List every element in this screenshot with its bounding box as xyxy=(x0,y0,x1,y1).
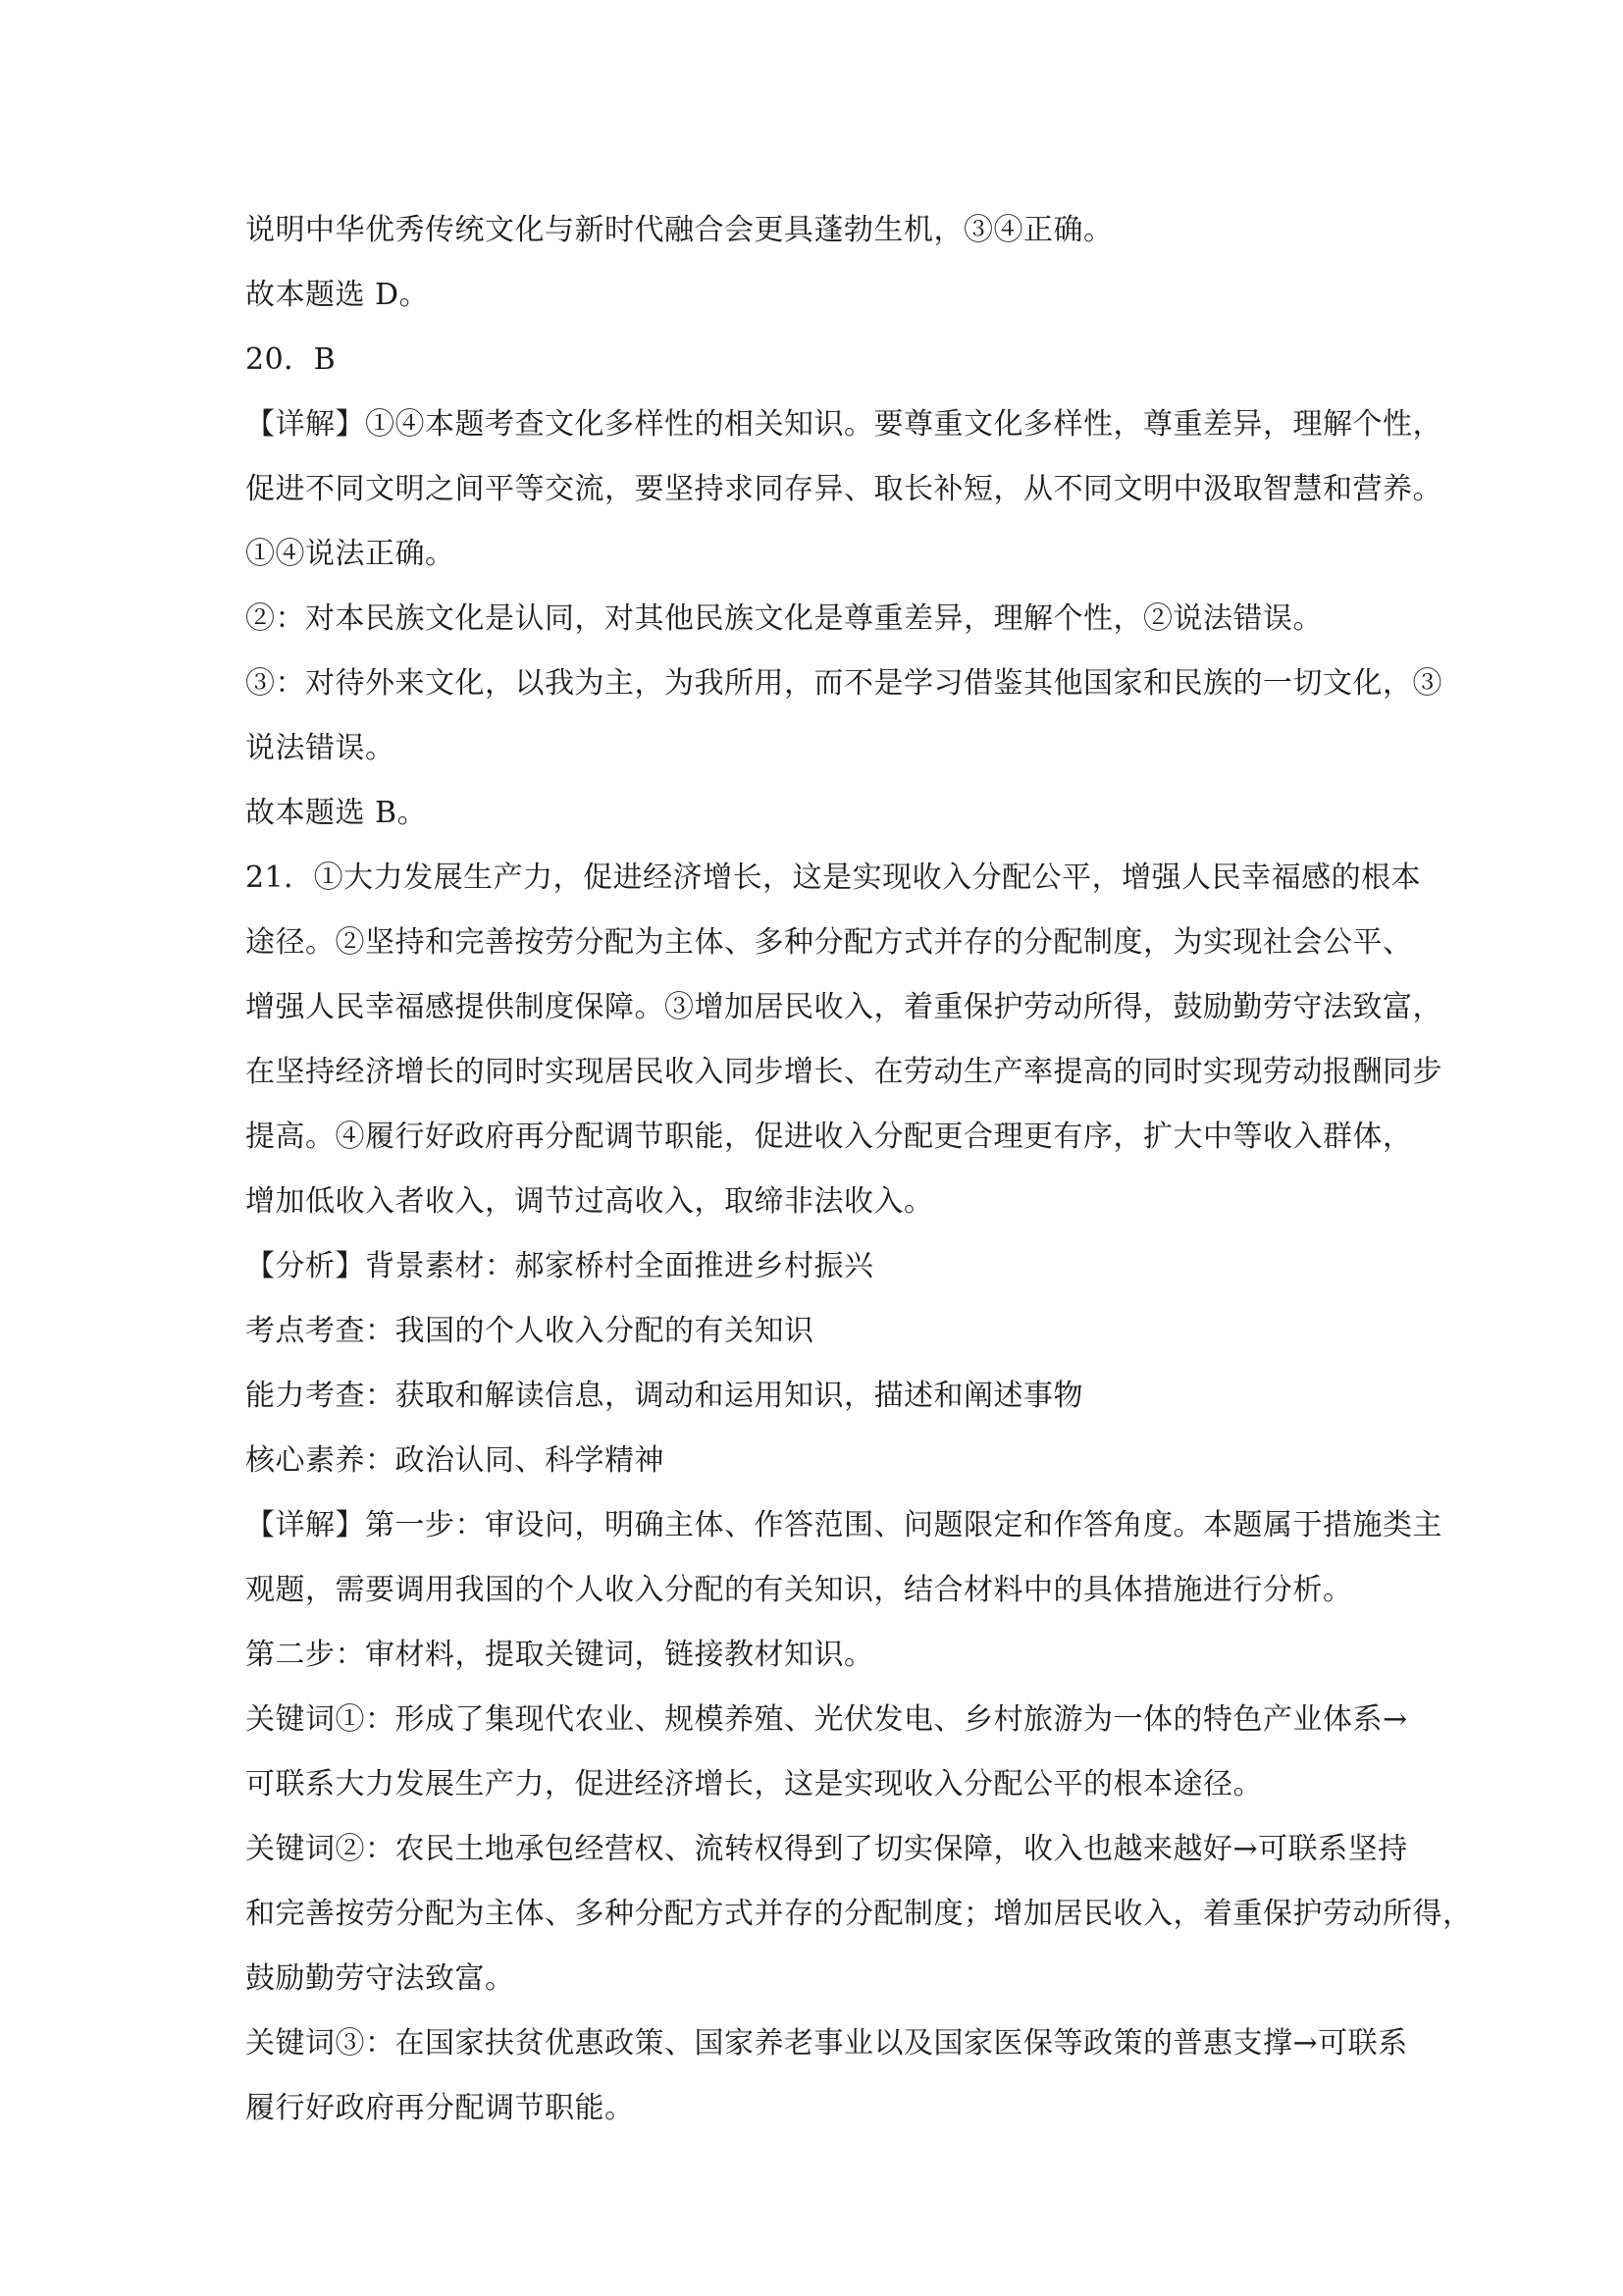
question-number-answer: 20．B xyxy=(245,342,337,377)
text-line: 核心素养：政治认同、科学精神 xyxy=(245,1443,664,1478)
text-line: 【分析】背景素材：郝家桥村全面推进乡村振兴 xyxy=(245,1249,874,1283)
text-line: 【详解】第一步：审设问，明确主体、作答范围、问题限定和作答角度。本题属于措施类主 xyxy=(245,1508,1442,1542)
text-line: 鼓励勤劳守法致富。 xyxy=(245,1961,515,1996)
text-line: 促进不同文明之间平等交流，要坚持求同存异、取长补短，从不同文明中汲取智慧和营养。 xyxy=(245,472,1442,506)
text-line: 考点考查：我国的个人收入分配的有关知识 xyxy=(245,1314,814,1348)
text-line: 观题，需要调用我国的个人收入分配的有关知识，结合材料中的具体措施进行分析。 xyxy=(245,1573,1353,1607)
text-line: 说法错误。 xyxy=(245,731,395,765)
text-line: 履行好政府再分配调节职能。 xyxy=(245,2091,635,2125)
text-line: 能力考查：获取和解读信息，调动和运用知识，描述和阐述事物 xyxy=(245,1379,1083,1413)
text-line: 第二步：审材料，提取关键词，链接教材知识。 xyxy=(245,1638,874,1672)
text-line: 可联系大力发展生产力，促进经济增长，这是实现收入分配公平的根本途径。 xyxy=(245,1767,1263,1801)
text-line: 提高。④履行好政府再分配调节职能，促进收入分配更合理更有序，扩大中等收入群体， xyxy=(245,1120,1413,1154)
text-line: 增强人民幸福感提供制度保障。③增加居民收入，着重保护劳动所得，鼓励勤劳守法致富， xyxy=(245,990,1442,1024)
text-line: 增加低收入者收入，调节过高收入，取缔非法收入。 xyxy=(245,1184,934,1219)
text-line: 说明中华优秀传统文化与新时代融合会更具蓬勃生机，③④正确。 xyxy=(245,213,1114,247)
text-line: 关键词①：形成了集现代农业、规模养殖、光伏发电、乡村旅游为一体的特色产业体系→ xyxy=(245,1702,1408,1737)
text-line: ②：对本民族文化是认同，对其他民族文化是尊重差异，理解个性，②说法错误。 xyxy=(245,601,1323,636)
text-line: 关键词②：农民土地承包经营权、流转权得到了切实保障，收入也越来越好→可联系坚持 xyxy=(245,1832,1408,1866)
text-line: 【详解】①④本题考查文化多样性的相关知识。要尊重文化多样性，尊重差异，理解个性， xyxy=(245,407,1442,442)
text-line: 途径。②坚持和完善按劳分配为主体、多种分配方式并存的分配制度，为实现社会公平、 xyxy=(245,925,1413,960)
text-line: ①④说法正确。 xyxy=(245,537,455,571)
answer-explanation-text xyxy=(245,204,1473,2147)
text-line: ③：对待外来文化，以我为主，为我所用，而不是学习借鉴其他国家和民族的一切文化，③ xyxy=(245,666,1442,701)
question-number-answer: 21．①大力发展生产力，促进经济增长，这是实现收入分配公平，增强人民幸福感的根本 xyxy=(245,861,1422,895)
text-line: 和完善按劳分配为主体、多种分配方式并存的分配制度；增加居民收入，着重保护劳动所得， xyxy=(245,1897,1473,1931)
text-line: 关键词③：在国家扶贫优惠政策、国家养老事业以及国家医保等政策的普惠支撑→可联系 xyxy=(245,2026,1408,2061)
text-line: 在坚持经济增长的同时实现居民收入同步增长、在劳动生产率提高的同时实现劳动报酬同步 xyxy=(245,1055,1442,1089)
text-line: 故本题选 D。 xyxy=(245,278,430,312)
text-line: 故本题选 B。 xyxy=(245,796,428,830)
